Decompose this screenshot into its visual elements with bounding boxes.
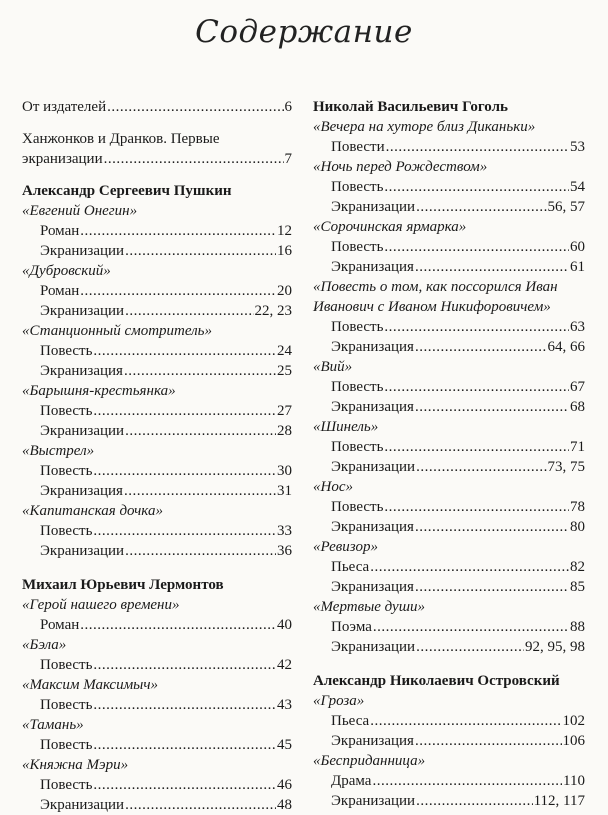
entry-page: 40 [277,617,292,633]
toc-entry[interactable] [22,281,292,301]
entry-page: 22, 23 [254,303,292,319]
leader-dots [415,257,569,277]
entry-label: Экранизация [40,483,123,499]
entry-label: Экранизация [331,733,414,749]
leader-dots [80,281,276,301]
leader-dots [93,401,276,421]
leader-dots [415,397,569,417]
entry-page: 48 [277,797,292,813]
work-title[interactable]: «Герой нашего времени» [22,597,180,613]
leader-dots [415,517,569,537]
work-title[interactable]: «Выстрел» [22,443,95,459]
entry-label: Повесть [331,179,384,195]
toc-entry[interactable] [313,771,585,791]
entry-label: Экранизации [331,793,416,809]
toc-entry[interactable] [22,795,292,815]
leader-dots [125,795,276,815]
entry-page: 31 [277,483,292,499]
entry-label: Пьеса [331,559,370,575]
entry-label: Экранизации [331,639,416,655]
work-title[interactable]: «Гроза» [313,693,365,709]
toc-entry[interactable] [313,731,585,751]
entry-label: Повесть [40,343,93,359]
leader-dots [107,97,283,117]
author-name: Михаил Юрьевич Лермонтов [22,577,224,593]
entry-page: 46 [277,777,292,793]
entry-page: 71 [570,439,585,455]
entry-page: 60 [570,239,585,255]
entry-label: Поэма [331,619,372,635]
entry-label: Повесть [40,657,93,673]
leader-dots [124,361,276,381]
toc-entry[interactable] [313,237,585,257]
leader-dots [415,731,562,751]
leader-dots [416,791,533,811]
work-title[interactable]: «Дубровский» [22,263,111,279]
toc-entry[interactable] [22,241,292,261]
entry-label: Повесть [331,239,384,255]
entry-page: 67 [570,379,585,395]
toc-entry[interactable] [313,637,585,657]
leader-dots [416,637,524,657]
work-title[interactable]: «Нос» [313,479,353,495]
entry-label: Повесть [40,403,93,419]
entry-page: 28 [277,423,292,439]
entry-page: 43 [277,697,292,713]
toc-entry[interactable] [313,497,585,517]
leader-dots [124,481,276,501]
work-title[interactable]: «Бэла» [22,637,67,653]
work-title[interactable]: «Вечера на хуторе близ Диканьки» [313,119,536,135]
toc-entry[interactable] [313,337,585,357]
entry-label: Роман [40,283,80,299]
entry-label: От издателей [22,99,107,115]
entry-label: экранизации [22,151,103,167]
leader-dots [384,497,569,517]
entry-page: 6 [284,99,292,115]
entry-page: 64, 66 [547,339,585,355]
leader-dots [384,177,569,197]
leader-dots [125,301,253,321]
leader-dots [125,421,276,441]
entry-label: Повесть [331,499,384,515]
toc-entry[interactable] [22,301,292,321]
leader-dots [93,341,276,361]
toc-right-column [313,97,585,811]
entry-label: Повесть [331,319,384,335]
leader-dots [416,197,546,217]
toc-entry[interactable] [22,541,292,561]
entry-label: Повесть [40,737,93,753]
toc-entry[interactable] [22,361,292,381]
leader-dots [104,149,284,169]
leader-dots [370,557,569,577]
toc-entry[interactable] [313,517,585,537]
leader-dots [93,735,276,755]
entry-page: 56, 57 [547,199,585,215]
entry-page: 80 [570,519,585,535]
entry-page: 61 [570,259,585,275]
toc-entry[interactable] [313,257,585,277]
leader-dots [93,655,276,675]
work-title[interactable]: «Сорочинская ярмарка» [313,219,467,235]
leader-dots [384,437,569,457]
leader-dots [416,457,546,477]
leader-dots [80,615,276,635]
leader-dots [386,137,569,157]
toc-entry[interactable] [22,341,292,361]
entry-page: 36 [277,543,292,559]
entry-page: 82 [570,559,585,575]
work-title[interactable]: «Максим Максимыч» [22,677,158,693]
entry-label: Экранизация [331,339,414,355]
toc-left-column [22,97,292,815]
work-title[interactable]: «Ревизор» [313,539,378,555]
toc-entry[interactable] [22,421,292,441]
entry-label: Драма [331,773,372,789]
toc-entry[interactable] [313,711,585,731]
toc-entry[interactable] [313,397,585,417]
entry-page: 106 [562,733,585,749]
toc-entry[interactable] [22,775,292,795]
work-title[interactable]: «Княжна Мэри» [22,757,129,773]
toc-entry[interactable] [313,197,585,217]
entry-label: Экранизации [40,303,125,319]
work-title[interactable]: «Шинель» [313,419,379,435]
toc-entry[interactable] [22,615,292,635]
work-title[interactable]: «Ночь перед Рождеством» [313,159,488,175]
entry-page: 30 [277,463,292,479]
leader-dots [370,711,561,731]
leader-dots [93,775,276,795]
leader-dots [384,317,569,337]
leader-dots [93,695,276,715]
entry-label: Экранизации [331,199,416,215]
leader-dots [125,541,276,561]
entry-label: Повесть [331,379,384,395]
toc-entry[interactable] [313,377,585,397]
work-title-cont[interactable]: Иванович с Иваном Никифоровичем» [313,299,551,315]
work-title[interactable]: «Барышня-крестьянка» [22,383,176,399]
toc-entry[interactable] [313,177,585,197]
page-title: Содержание [195,14,413,50]
work-title[interactable]: «Евгений Онегин» [22,203,138,219]
entry-label: Экранизации [40,543,125,559]
entry-page: 110 [563,773,585,789]
entry-page: 12 [277,223,292,239]
entry-page: 53 [570,139,585,155]
entry-label: Повесть [40,697,93,713]
entry-page: 54 [570,179,585,195]
work-title[interactable]: «Тамань» [22,717,84,733]
entry-page: 102 [562,713,585,729]
entry-page: 24 [277,343,292,359]
leader-dots [384,237,569,257]
work-title[interactable]: «Станционный смотритель» [22,323,213,339]
entry-page: 78 [570,499,585,515]
toc-entry[interactable] [313,437,585,457]
entry-label: Пьеса [331,713,370,729]
entry-page: 85 [570,579,585,595]
entry-page: 27 [277,403,292,419]
toc-entry[interactable] [313,457,585,477]
toc-entry-chapter[interactable] [22,149,292,169]
toc-entry[interactable] [22,521,292,541]
work-title[interactable]: «Вий» [313,359,353,375]
author-name: Николай Васильевич Гоголь [313,99,508,115]
entry-page: 73, 75 [547,459,585,475]
toc-entry[interactable] [313,617,585,637]
entry-page: 42 [277,657,292,673]
right-authors [313,97,585,811]
entry-page: 88 [570,619,585,635]
entry-label: Экранизации [40,243,125,259]
toc-entry[interactable] [22,481,292,501]
entry-page: 112, 117 [533,793,585,809]
leader-dots [80,221,276,241]
toc-entry[interactable] [22,695,292,715]
toc-entry[interactable] [22,461,292,481]
leader-dots [93,461,276,481]
leader-dots [372,771,562,791]
entry-label: Экранизация [331,399,414,415]
author-name: Александр Сергеевич Пушкин [22,183,232,199]
toc-entry-chapter-line1[interactable]: Ханжонков и Дранков. Первые [22,131,220,147]
entry-label: Повесть [331,439,384,455]
entry-label: Повесть [40,523,93,539]
entry-page: 68 [570,399,585,415]
entry-label: Экранизация [331,579,414,595]
toc-entry[interactable] [313,557,585,577]
entry-label: Экранизация [40,363,123,379]
entry-label: Повесть [40,777,93,793]
toc-entry[interactable] [22,401,292,421]
entry-page: 63 [570,319,585,335]
leader-dots [125,241,276,261]
leader-dots [373,617,569,637]
entry-page: 45 [277,737,292,753]
work-title[interactable]: «Капитанская дочка» [22,503,163,519]
toc-entry[interactable] [22,221,292,241]
toc-entry[interactable] [313,317,585,337]
leader-dots [93,521,276,541]
leader-dots [384,377,569,397]
entry-page: 33 [277,523,292,539]
entry-label: Роман [40,617,80,633]
leader-dots [415,577,569,597]
entry-label: Экранизация [331,519,414,535]
toc-entry[interactable] [313,791,585,811]
entry-page: 92, 95, 98 [525,639,585,655]
work-title[interactable]: «Бесприданница» [313,753,426,769]
entry-page: 20 [277,283,292,299]
toc-entry[interactable] [313,137,585,157]
leader-dots [415,337,547,357]
entry-label: Повесть [40,463,93,479]
entry-label: Экранизации [331,459,416,475]
entry-label: Экранизация [331,259,414,275]
author-name: Александр Николаевич Островский [313,673,560,689]
entry-label: Экранизации [40,423,125,439]
toc-entry[interactable] [22,735,292,755]
entry-label: Повести [331,139,385,155]
work-title[interactable]: «Мертвые души» [313,599,426,615]
toc-entry-publishers[interactable] [22,97,292,117]
entry-page: 25 [277,363,292,379]
entry-page: 7 [284,151,292,167]
entry-label: Экранизации [40,797,125,813]
left-authors [22,181,292,815]
toc-entry[interactable] [313,577,585,597]
entry-page: 16 [277,243,292,259]
toc-entry[interactable] [22,655,292,675]
entry-label: Роман [40,223,80,239]
work-title[interactable]: «Повесть о том, как поссорился Иван [313,279,558,295]
